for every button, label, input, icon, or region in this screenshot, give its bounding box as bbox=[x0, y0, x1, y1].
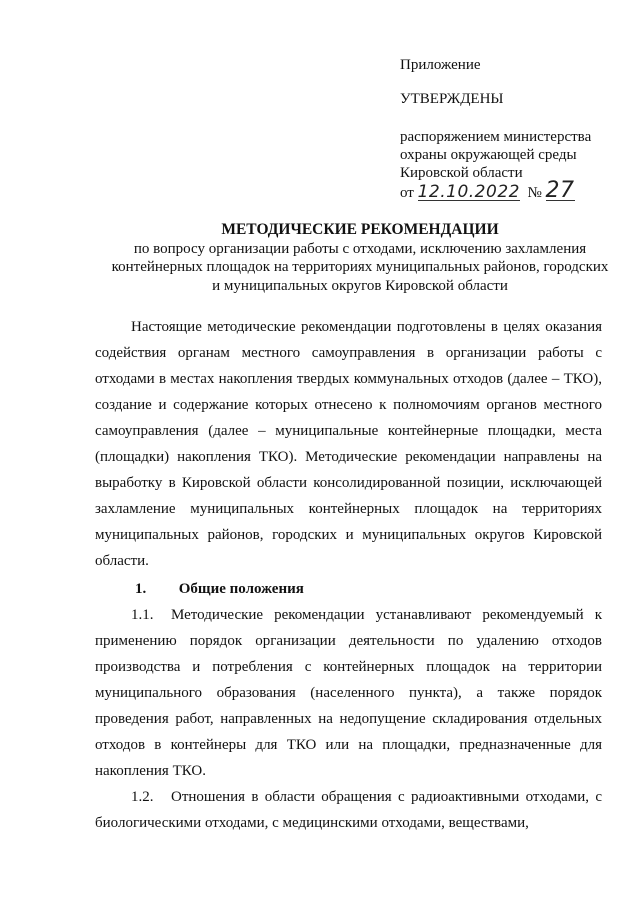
clause-1-2 bbox=[95, 784, 602, 836]
clause-number: 1.1. bbox=[131, 607, 154, 623]
number-sign: № bbox=[527, 185, 542, 201]
title-sub-1: по вопросу организации работы с отходами, исключению захламления bbox=[133, 240, 587, 257]
section-heading bbox=[95, 576, 602, 602]
authority-line-2: охраны окружающей среды bbox=[400, 147, 577, 163]
clause-text: Методические рекомендации устанавливают рекомендуемый к применению порядок организации деятельности по удалению отходов производства и потребления с контейнерных площадок на территории муниципального образования (населенного пункта), а также порядок проведения работ, направленных на недопущение складирования отдельных отходов в контейнеры для ТКО или на площадки, предназначенные для накопления ТКО. bbox=[95, 607, 602, 779]
clause-number: 1.2. bbox=[131, 789, 154, 805]
title-main: МЕТОДИЧЕСКИЕ РЕКОМЕНДАЦИИ bbox=[221, 221, 499, 238]
intro-paragraph: Настоящие методические рекомендации подготовлены в целях оказания содействия органам местного самоуправления в организации работы с отходами в местах накопления твердых коммунальных отходов (далее – ТКО), создание и содержание которых отнесено к полномочиям органов местного самоуправления (далее – муниципальные контейнерные площадки, места (площадки) накопления ТКО). Методические рекомендации направлены на выработку в Кировской области консолидированной позиции, исключающей захламление муниципальных контейнерных площадок на территориях муниципальных районов, городских и муниципальных округов Кировской области. bbox=[95, 319, 602, 569]
approval-date-number bbox=[400, 178, 630, 203]
approval-block bbox=[400, 56, 630, 202]
appendix-label: Приложение bbox=[400, 57, 481, 73]
section-number: 1. bbox=[135, 581, 147, 597]
authority-line-1: распоряжением министерства bbox=[400, 129, 592, 145]
document-title bbox=[110, 221, 610, 295]
section-1 bbox=[95, 576, 602, 836]
handwritten-date: 12.10.2022 bbox=[417, 182, 520, 202]
date-prefix: от bbox=[400, 185, 414, 201]
clause-1-1 bbox=[95, 602, 602, 784]
section-title: Общие положения bbox=[178, 581, 304, 597]
approved-label: УТВЕРЖДЕНЫ bbox=[400, 91, 504, 107]
handwritten-number: 27 bbox=[545, 178, 575, 203]
approval-authority bbox=[400, 128, 630, 202]
title-sub-2: контейнерных площадок на территориях муниципальных районов, городских bbox=[111, 259, 609, 275]
title-sub-3: и муниципальных округов Кировской области bbox=[212, 277, 508, 294]
authority-line-3: Кировской области bbox=[400, 165, 523, 181]
clause-text: Отношения в области обращения с радиоактивными отходами, с биологическими отходами, с медицинскими отходами, веществами, bbox=[95, 789, 602, 831]
